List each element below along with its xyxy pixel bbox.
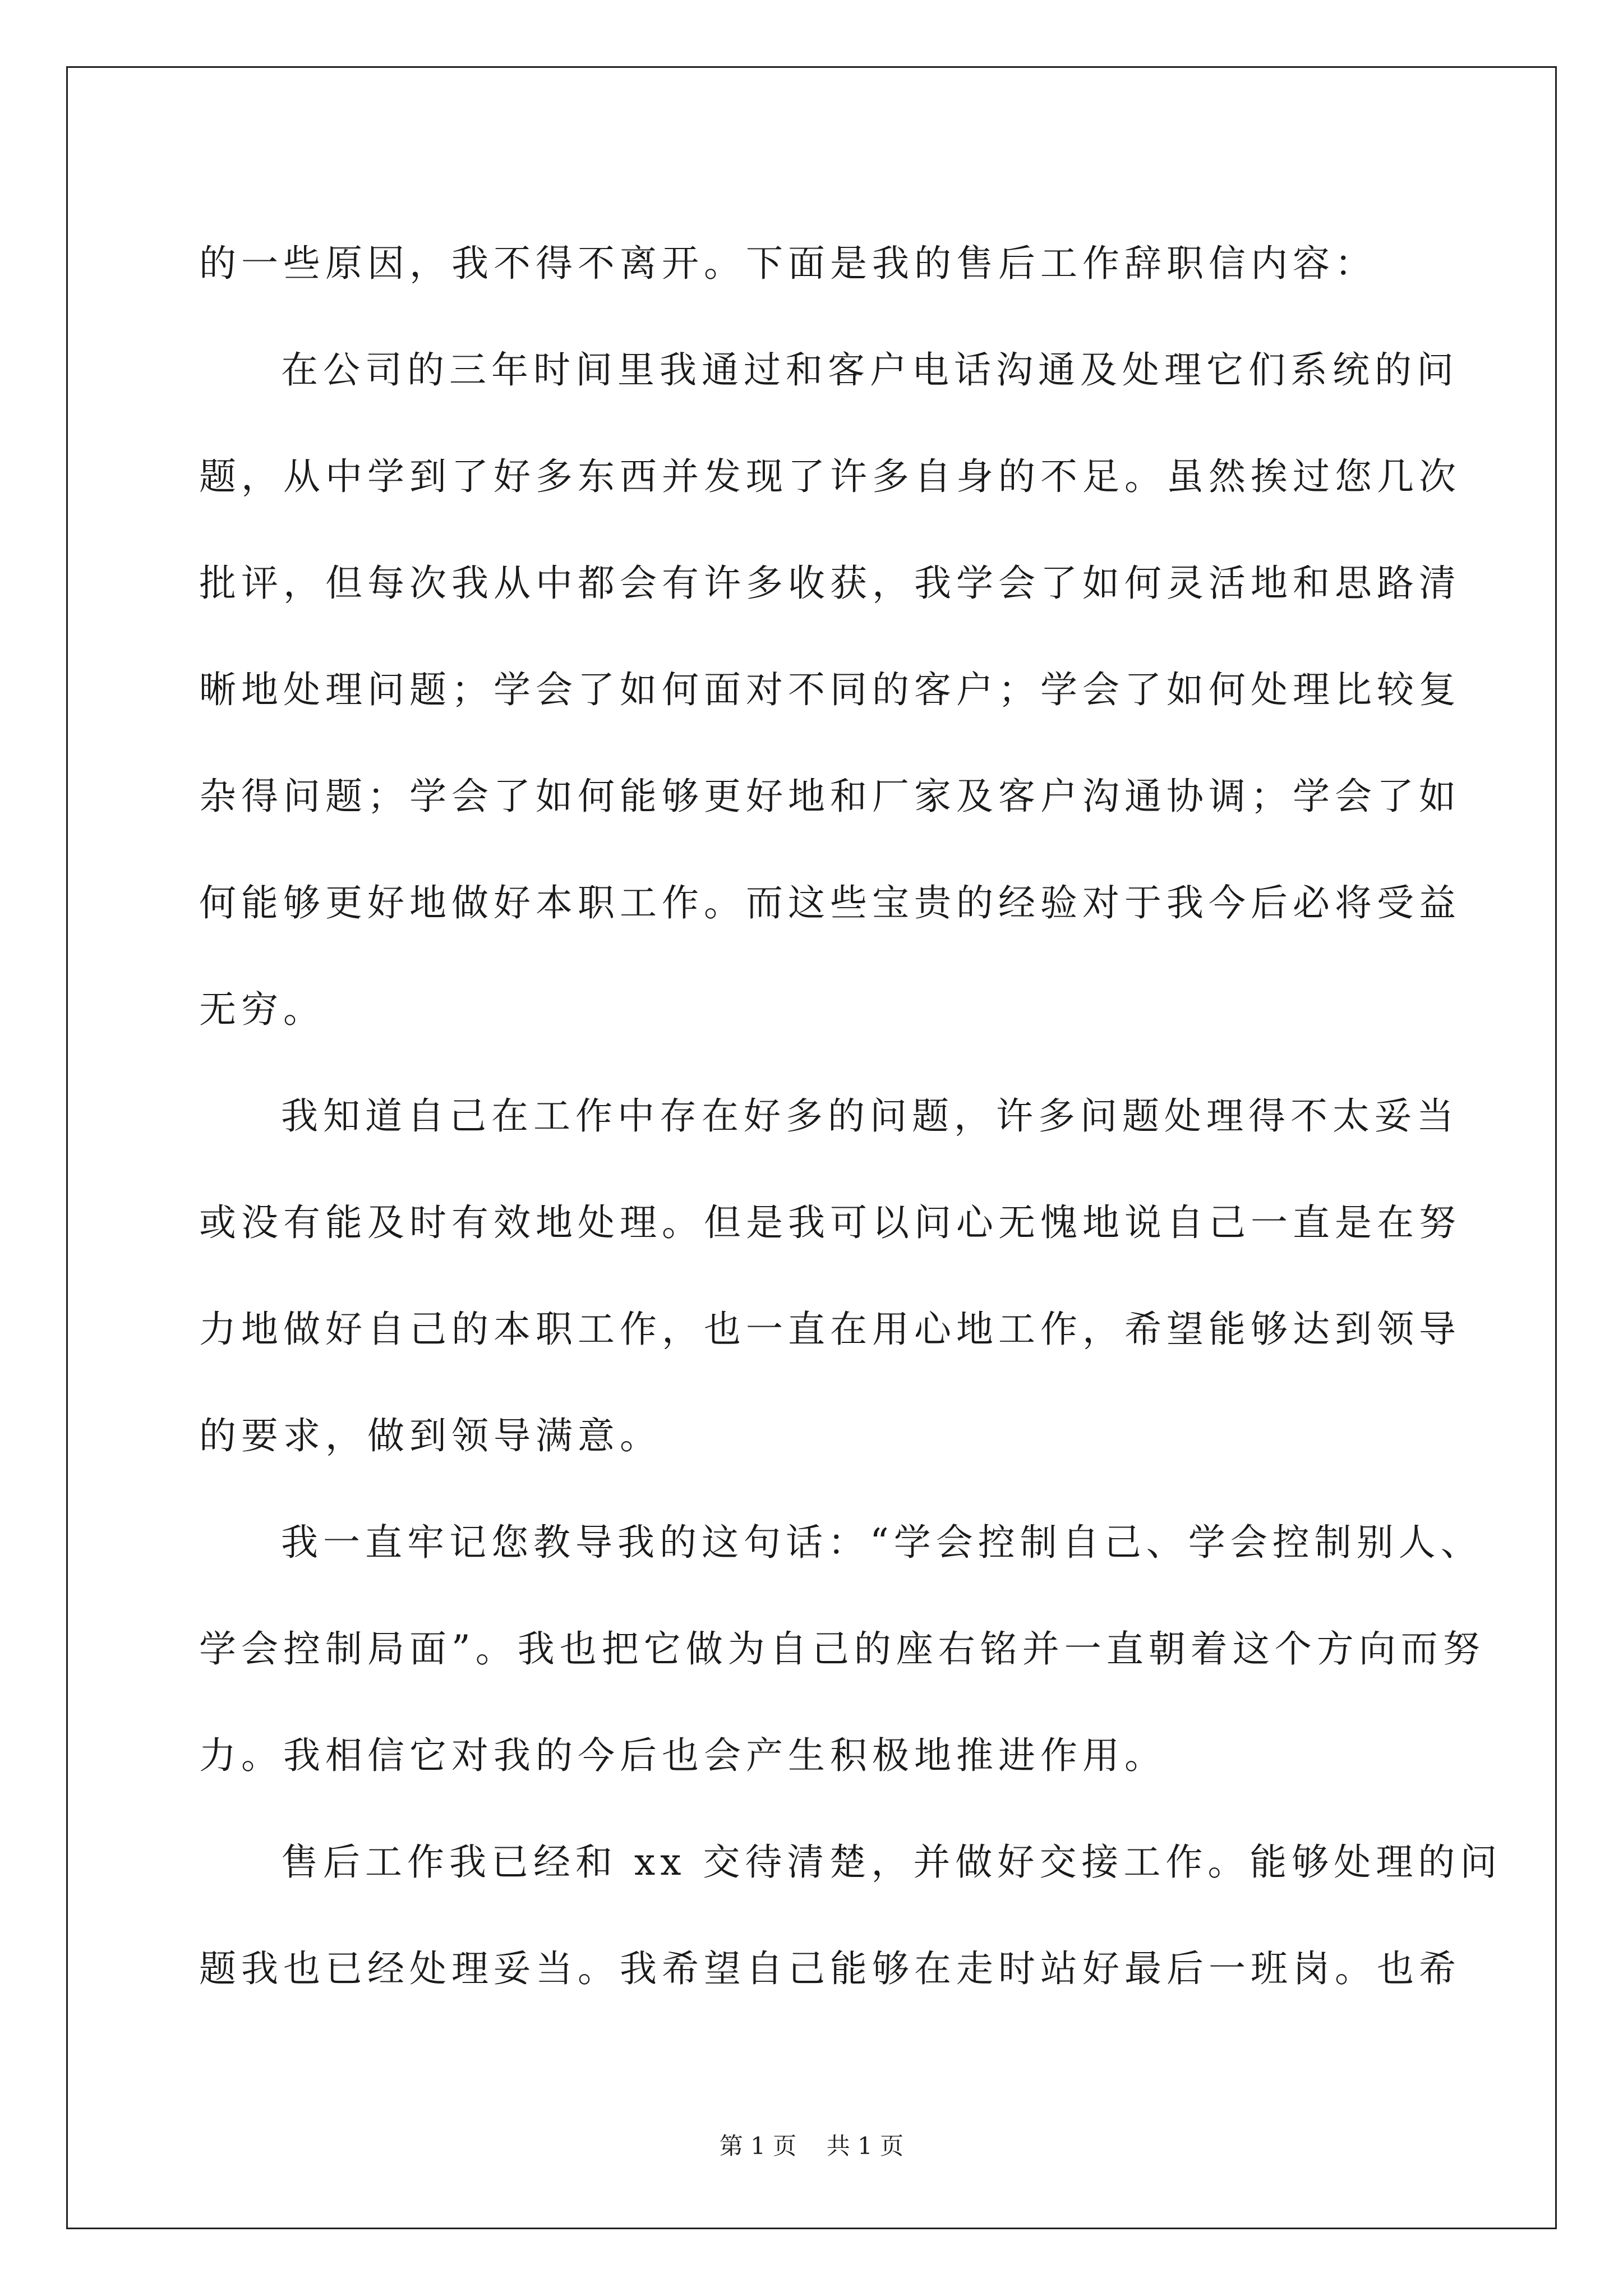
page-footer: 第 1 页 共 1 页 <box>719 2132 904 2160</box>
text-line: 题我也已经处理妥当。我希望自己能够在走时站好最后一班岗。也希 <box>199 1947 1461 1990</box>
text-line: 何能够更好地做好本职工作。而这些宝贵的经验对于我今后必将受益 <box>199 881 1461 924</box>
text-line: 或没有能及时有效地处理。但是我可以问心无愧地说自己一直是在努 <box>199 1201 1461 1244</box>
text-line: 杂得问题；学会了如何能够更好地和厂家及客户沟通协调；学会了如 <box>199 775 1461 818</box>
text-line: 在公司的三年时间里我通过和客户电话沟通及处理它们系统的问 <box>281 348 1459 392</box>
text-line: 题，从中学到了好多东西并发现了许多自身的不足。虽然挨过您几次 <box>199 455 1461 498</box>
text-line: 批评，但每次我从中都会有许多收获，我学会了如何灵活地和思路清 <box>199 562 1461 605</box>
text-line: 的一些原因，我不得不离开。下面是我的售后工作辞职信内容： <box>199 242 1377 285</box>
text-line: 力。我相信它对我的今后也会产生积极地推进作用。 <box>199 1734 1166 1777</box>
text-line: 晰地处理问题；学会了如何面对不同的客户；学会了如何处理比较复 <box>199 668 1461 711</box>
text-line: 无穷。 <box>199 988 325 1031</box>
text-line: 我一直牢记您教导我的这句话：“学会控制自己、学会控制别人、 <box>281 1521 1483 1564</box>
text-line: 我知道自己在工作中存在好多的问题，许多问题处理得不太妥当 <box>281 1094 1459 1138</box>
text-line: 力地做好自己的本职工作，也一直在用心地工作，希望能够达到领导 <box>199 1308 1461 1351</box>
text-line: 的要求，做到领导满意。 <box>199 1414 662 1457</box>
text-line: 学会控制局面”。我也把它做为自己的座右铭并一直朝着这个方向而努 <box>199 1627 1485 1671</box>
document-body <box>199 210 1502 2022</box>
text-line: 售后工作我已经和 xx 交待清楚，并做好交接工作。能够处理的问 <box>281 1841 1502 1884</box>
